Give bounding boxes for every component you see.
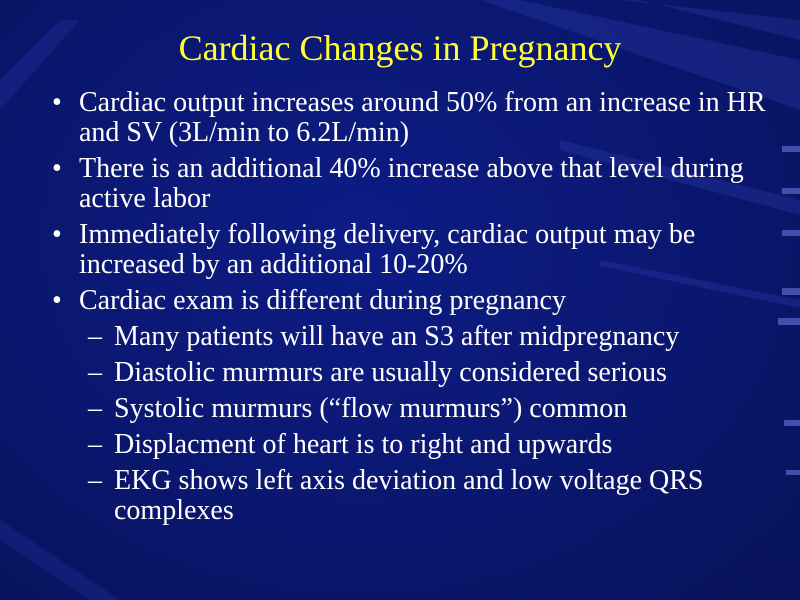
- dash-marker: –: [88, 465, 102, 496]
- sub-bullet-item: [52, 466, 782, 526]
- sub-bullet-text: Many patients will have an S3 after midpregnancy: [114, 321, 680, 352]
- dash-marker: –: [88, 429, 102, 460]
- bullet-marker: •: [52, 153, 62, 184]
- bullet-item: [52, 154, 782, 214]
- dash-marker: –: [88, 321, 102, 352]
- sub-bullet-text: Displacment of heart is to right and upwards: [114, 429, 613, 460]
- bullet-item: [52, 220, 782, 280]
- dash-marker: –: [88, 393, 102, 424]
- bullet-list: [52, 88, 782, 532]
- bullet-text: Cardiac exam is different during pregnancy: [79, 285, 566, 316]
- sub-bullet-item: [52, 358, 782, 388]
- bullet-text: Cardiac output increases around 50% from an increase in HR and SV (3L/min to 6.2L/min): [79, 87, 766, 148]
- dash-marker: –: [88, 357, 102, 388]
- sub-bullet-item: [52, 322, 782, 352]
- bullet-text: Immediately following delivery, cardiac output may be increased by an additional 10-20%: [79, 219, 696, 280]
- bullet-text: There is an additional 40% increase above that level during active labor: [79, 153, 744, 214]
- sub-bullet-text: EKG shows left axis deviation and low voltage QRS complexes: [114, 465, 704, 526]
- bullet-marker: •: [52, 219, 62, 250]
- bullet-marker: •: [52, 87, 62, 118]
- bullet-marker: •: [52, 285, 62, 316]
- bullet-item: [52, 88, 782, 148]
- sub-bullet-text: Diastolic murmurs are usually considered serious: [114, 357, 667, 388]
- sub-bullet-text: Systolic murmurs (“flow murmurs”) common: [114, 393, 628, 424]
- sub-bullet-item: [52, 430, 782, 460]
- slide-title: Cardiac Changes in Pregnancy: [178, 28, 622, 68]
- bullet-item: [52, 286, 782, 316]
- sub-bullet-item: [52, 394, 782, 424]
